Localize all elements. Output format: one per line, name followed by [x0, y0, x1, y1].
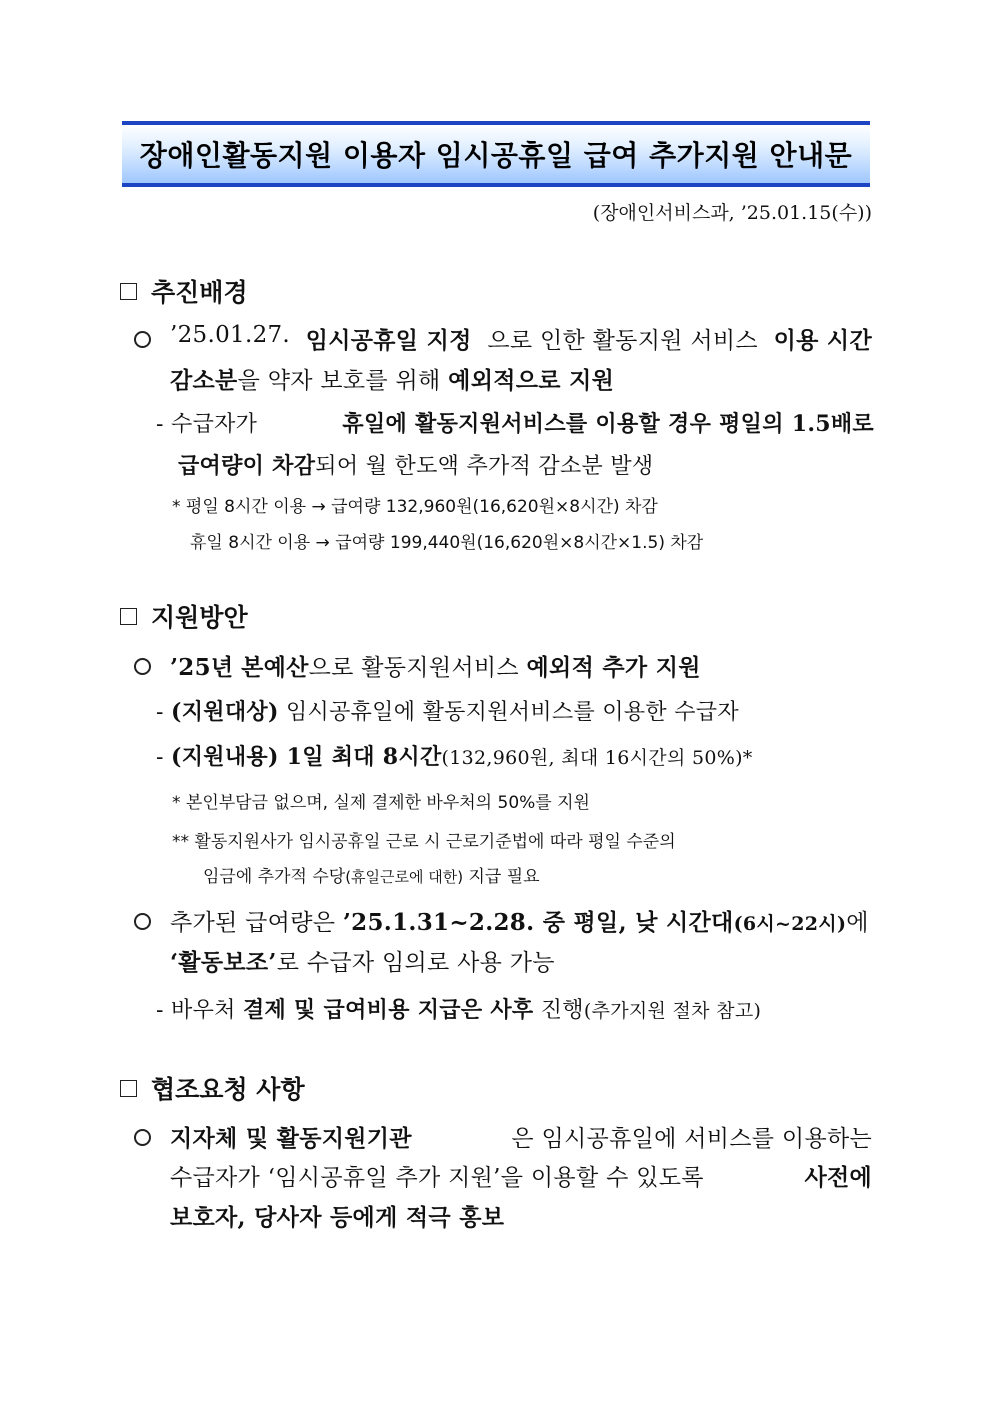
circle-bullet-icon	[134, 913, 151, 930]
title-banner	[122, 121, 870, 187]
paragraph-line	[170, 1159, 872, 1192]
text-span: 수급자가 ‘임시공휴일 추가 지원’을 이용할 수 있도록	[170, 1165, 704, 1191]
section-background	[120, 273, 248, 309]
text-span: 지급 필요	[468, 867, 540, 887]
section-heading: 추진배경	[151, 278, 248, 307]
sub-item-line	[156, 407, 874, 438]
text-span: 임금에 추가적 수당	[203, 867, 346, 887]
paragraph-line	[170, 1120, 872, 1153]
text-span: 을 약자 보호를 위해	[237, 368, 441, 394]
text-span: - 바우처	[156, 998, 236, 1023]
paragraph-line	[170, 944, 555, 977]
sub-item-line	[156, 740, 753, 771]
text-span: -	[156, 745, 164, 770]
text-span: 사전에	[804, 1164, 872, 1191]
paragraph-line: 보호자, 당사자 등에게 적극 홍보	[170, 1204, 505, 1231]
text-span: (지원내용) 1일 최대 8시간	[171, 744, 442, 770]
paragraph-line	[170, 322, 872, 355]
section-heading: 협조요청 사항	[151, 1075, 305, 1104]
text-span: 에	[846, 910, 869, 936]
text-span: 임시공휴일에 활동지원서비스를 이용한 수급자	[285, 700, 739, 725]
text-span: 예외적 추가 지원	[526, 654, 701, 681]
text-span: -	[156, 700, 164, 725]
text-span: 휴일에 활동지원서비스를 이용할 경우 평일의 1.5배로	[342, 411, 874, 437]
text-span: 지자체 및 활동지원기관	[170, 1125, 412, 1152]
text-span: 으로 활동지원서비스	[308, 655, 519, 681]
text-span: 본예산	[241, 654, 309, 681]
circle-bullet-icon	[134, 1129, 151, 1146]
text-span: (지원대상)	[171, 699, 279, 725]
text-span: 추가된 급여량은	[170, 910, 336, 936]
text-span: 임시공휴일 지정	[305, 327, 472, 354]
section-plan	[120, 598, 248, 634]
text-span: 은 임시공휴일에 서비스를 이용하는	[511, 1126, 872, 1152]
text-span: (휴일근로에 대한)	[345, 868, 464, 886]
text-span: ‘활동보조’	[170, 949, 277, 976]
paragraph-line	[170, 649, 701, 682]
footnote-line	[172, 827, 872, 852]
document-title: 장애인활동지원 이용자 임시공휴일 급여 추가지원 안내문	[139, 139, 853, 172]
paragraph-line	[170, 904, 869, 937]
footnote-line: 휴일 8시간 이용 → 급여량 199,440원(16,620원×8시간×1.5) 차감	[190, 533, 704, 553]
text-span: (추가지원 절차 참고)	[583, 1000, 762, 1022]
text-span: 으로 인한 활동지원 서비스	[487, 328, 758, 354]
footnote-line: * 평일 8시간 이용 → 급여량 132,960원(16,620원×8시간) 차감	[172, 497, 658, 517]
text-span: 되어 월 한도액 추가적 감소분 발생	[315, 454, 654, 479]
text-span: ’25.1.31~2.28. 중 평일, 낮 시간대	[342, 909, 734, 936]
checkbox-square-icon	[120, 608, 137, 625]
text-span: - 수급자가	[156, 412, 258, 437]
sub-item-line	[156, 695, 739, 726]
paragraph-line	[170, 362, 614, 395]
department-date: (장애인서비스과, ’25.01.15(수))	[592, 202, 872, 224]
checkbox-square-icon	[120, 283, 137, 300]
section-heading: 지원방안	[151, 603, 248, 632]
circle-bullet-icon	[134, 658, 151, 675]
footnote-line: * 본인부담금 없으며, 실제 결제한 바우처의 50%를 지원	[172, 793, 590, 813]
text-span: 이용 시간	[773, 327, 872, 354]
text-span: ’25.01.27.	[170, 322, 291, 348]
text-span: 진행	[540, 998, 584, 1023]
footnote-line	[203, 862, 540, 887]
text-span: (132,960원, 최대 16시간의 50%)*	[441, 747, 753, 769]
text-span: 감소분	[170, 367, 238, 394]
text-span: ’25년	[170, 654, 234, 681]
section-cooperation	[120, 1070, 305, 1106]
checkbox-square-icon	[120, 1080, 137, 1097]
text-span: ** 활동지원사가 임시공휴일 근로 시 근로기준법에 따라 평일 수준의	[172, 832, 676, 852]
text-span: 급여량이 차감	[178, 453, 316, 479]
text-span: 예외적으로 지원	[448, 367, 615, 394]
text-span: 결제 및 급여비용 지급은 사후	[242, 997, 534, 1023]
circle-bullet-icon	[134, 331, 151, 348]
sub-item-line	[156, 993, 761, 1024]
text-span: (6시~22시)	[733, 913, 847, 935]
sub-item-line	[178, 449, 653, 480]
text-span: 로 수급자 임의로 사용 가능	[276, 950, 555, 976]
